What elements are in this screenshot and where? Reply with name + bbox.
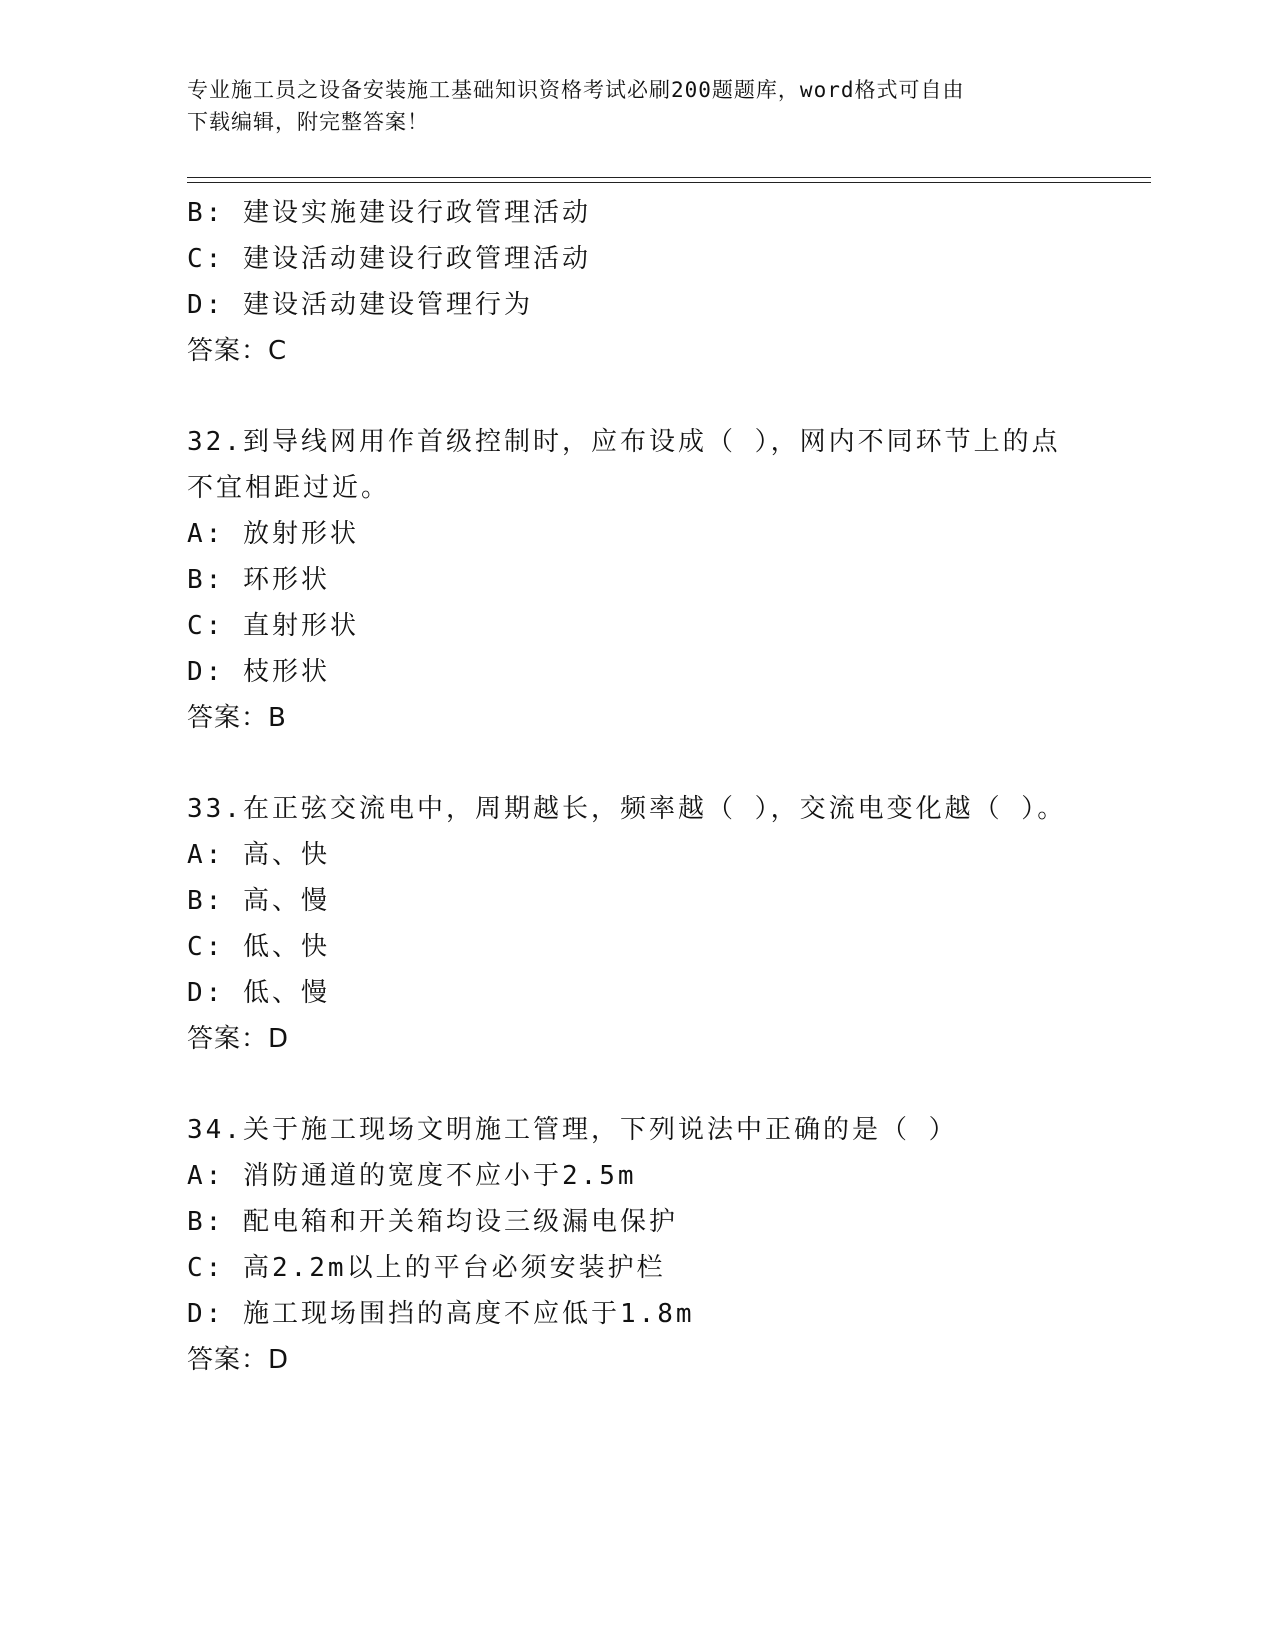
question-list <box>187 190 1147 1383</box>
question-33 <box>187 786 1147 1062</box>
header-line-1: 专业施工员之设备安装施工基础知识资格考试必刷200题题库，word格式可自由 <box>187 78 965 102</box>
option-c: C: 高2.2m以上的平台必须安装护栏 <box>187 1253 666 1283</box>
answer-label: 答案：C <box>187 336 288 366</box>
option-c: C: 直射形状 <box>187 611 359 641</box>
header-divider-bottom <box>187 182 1151 183</box>
option-d: D: 施工现场围挡的高度不应低于1.8m <box>187 1299 695 1329</box>
option-a: A: 消防通道的宽度不应小于2.5m <box>187 1161 637 1191</box>
option-c: C: 建设活动建设行政管理活动 <box>187 244 591 274</box>
question-32 <box>187 419 1147 741</box>
option-a: A: 放射形状 <box>187 519 359 549</box>
option-b: B: 环形状 <box>187 565 330 595</box>
question-spacer <box>187 741 1147 786</box>
option-b: B: 建设实施建设行政管理活动 <box>187 198 591 228</box>
question-stem-continued: 不宜相距过近。 <box>187 473 391 503</box>
option-d: D: 低、慢 <box>187 978 330 1008</box>
question-stem: 33.在正弦交流电中，周期越长，频率越（ ），交流电变化越（ ）。 <box>187 794 1067 824</box>
question-spacer <box>187 1062 1147 1107</box>
answer-label: 答案：B <box>187 703 287 733</box>
question-stem: 34.关于施工现场文明施工管理，下列说法中正确的是（ ） <box>187 1115 958 1145</box>
option-b: B: 高、慢 <box>187 886 330 916</box>
header-line-2: 下载编辑，附完整答案！ <box>187 110 429 134</box>
answer-label: 答案：D <box>187 1024 290 1054</box>
option-c: C: 低、快 <box>187 932 330 962</box>
question-34 <box>187 1107 1147 1383</box>
option-d: D: 枝形状 <box>187 657 330 687</box>
option-d: D: 建设活动建设管理行为 <box>187 290 533 320</box>
answer-label: 答案：D <box>187 1345 290 1375</box>
header-divider-top <box>187 177 1151 178</box>
option-a: A: 高、快 <box>187 840 330 870</box>
document-header <box>187 74 1067 138</box>
question-spacer <box>187 374 1147 419</box>
question-stem: 32.到导线网用作首级控制时，应布设成（ ），网内不同环节上的点 <box>187 427 1061 457</box>
question-31-continued <box>187 190 1147 374</box>
option-b: B: 配电箱和开关箱均设三级漏电保护 <box>187 1207 678 1237</box>
